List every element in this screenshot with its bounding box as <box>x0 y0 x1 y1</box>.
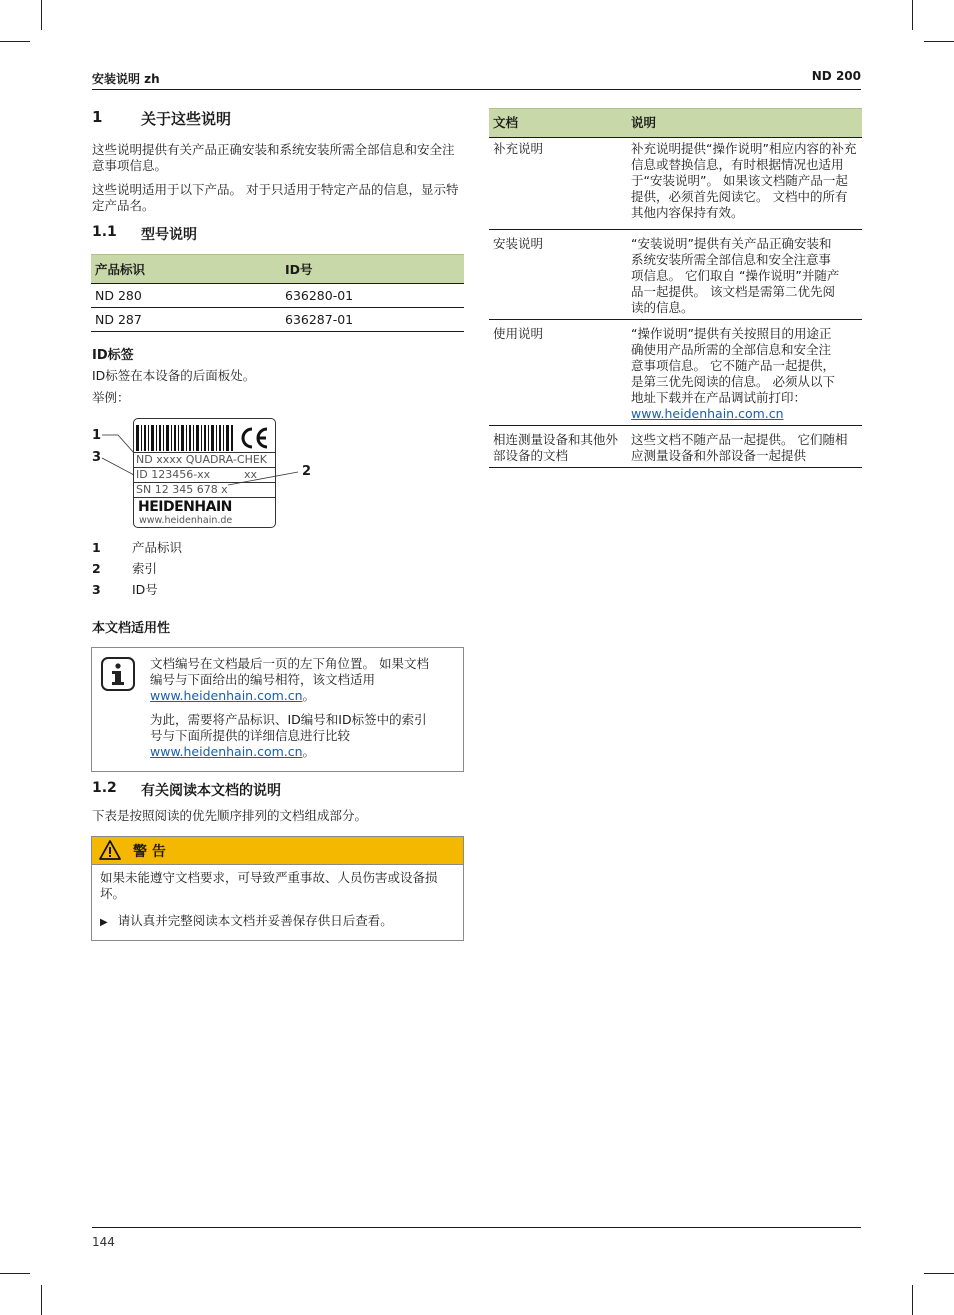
paragraph: 这些说明适用于以下产品。 对于只适用于特定产品的信息，显示特定产品名。 <box>92 182 459 213</box>
table-cell: 补充说明 <box>489 138 627 230</box>
heidenhain-link[interactable]: www.heidenhain.com.cn <box>150 744 303 759</box>
legend-text: 索引 <box>132 561 158 576</box>
table-cell: 相连测量设备和其他外部设备的文档 <box>489 426 627 468</box>
validity-title: 本文档适用性 <box>92 621 171 636</box>
section-number: 1 <box>92 108 103 126</box>
header-rule <box>92 89 861 90</box>
legend-number: 3 <box>92 582 101 597</box>
label-divider <box>134 497 275 498</box>
table-cell: 这些文档不随产品一起提供。 它们随相应测量设备和外部设备一起提供 <box>627 426 862 468</box>
table-header: ID号 <box>281 255 464 284</box>
table-header: 说明 <box>627 109 862 138</box>
subsection-number: 1.2 <box>92 780 117 796</box>
crop-mark <box>924 1273 954 1274</box>
legend-text: ID号 <box>132 582 158 597</box>
table-cell: ND 287 <box>91 308 281 332</box>
table-cell: 636287-01 <box>281 308 464 332</box>
crop-mark <box>0 1273 30 1274</box>
label-product-line: ND xxxx QUADRA-CHEK <box>136 453 268 466</box>
table-row <box>489 320 862 426</box>
crop-mark <box>0 41 30 42</box>
model-table <box>91 254 464 332</box>
callout-number: 2 <box>302 464 312 479</box>
crop-mark <box>41 0 42 30</box>
cell-text: “操作说明”提供有关按照目的用途正确使用产品所需的全部信息和安全注意事项信息。 它不随产品一起提供，是第三优先阅读的信息。 必须从以下地址下载并在产品调试前打印： <box>631 326 835 405</box>
document-table <box>489 108 862 468</box>
page-number: 144 <box>92 1235 115 1249</box>
crop-mark <box>912 0 913 30</box>
crop-mark <box>924 41 954 42</box>
legend-item <box>92 540 183 556</box>
table-cell: 使用说明 <box>489 320 627 426</box>
header-left: 安装说明 zh <box>92 72 160 86</box>
table-cell: 补充说明提供“操作说明”相应内容的补充信息或替换信息，有时根据情况也适用于“安装说明”。 如果该文档随产品一起提供，必须首先阅读它。 文档中的所有其他内容保持有效。 <box>627 138 862 230</box>
info-text: 文档编号在文档最后一页的左下角位置。 如果文档编号与下面给出的编号相符，该文档适用 <box>150 656 429 687</box>
table-cell: ND 280 <box>91 284 281 308</box>
callout-number: 1 <box>92 428 102 443</box>
table-row <box>489 138 862 230</box>
period: 。 <box>302 744 316 759</box>
id-label-illustration <box>90 415 320 530</box>
barcode-icon <box>136 425 234 451</box>
label-url: www.heidenhain.de <box>139 515 233 526</box>
heidenhain-logo: HEIDENHAIN <box>138 499 232 515</box>
table-cell: “安装说明”提供有关产品正确安装和系统安装所需全部信息和安全注意事项信息。 它们取自 “操作说明”并随产品一起提供。 该文档是需第二优先阅读的信息。 <box>627 230 862 320</box>
period: 。 <box>302 688 316 703</box>
label-sn-line: SN 12 345 678 x <box>136 483 228 496</box>
table-row <box>489 426 862 468</box>
warning-box <box>91 836 464 941</box>
paragraph: 这些说明提供有关产品正确安装和系统安装所需全部信息和安全注意事项信息。 <box>92 142 455 173</box>
table-cell: 636280-01 <box>281 284 464 308</box>
table-header: 产品标识 <box>91 255 281 284</box>
legend-text: 产品标识 <box>132 540 183 555</box>
subsection-number: 1.1 <box>92 224 117 240</box>
heidenhain-link[interactable]: www.heidenhain.com.cn <box>150 688 303 703</box>
legend-number: 2 <box>92 561 101 576</box>
info-paragraph <box>150 656 440 704</box>
section-title: 关于这些说明 <box>141 110 232 128</box>
legend-number: 1 <box>92 540 101 555</box>
warning-text: 如果未能遵守文档要求，可导致严重事故、人员伤害或设备损坏。 <box>100 870 438 901</box>
footer-rule <box>92 1227 861 1228</box>
table-header: 文档 <box>489 109 627 138</box>
info-icon <box>101 657 135 691</box>
warning-action <box>100 913 455 931</box>
warning-action-text: 请认真并完整阅读本文档并妥善保存供日后查看。 <box>117 913 393 928</box>
legend-item <box>92 561 158 577</box>
info-text: 为此，需要将产品标识、ID编号和ID标签中的索引号与下面所提供的详细信息进行比较 <box>150 712 427 743</box>
label-index: xx <box>244 468 258 481</box>
warning-title: 警 告 <box>133 844 166 860</box>
play-bullet-icon: ▶ <box>100 917 108 928</box>
warning-icon <box>99 840 121 860</box>
table-row <box>489 230 862 320</box>
info-box <box>91 647 464 772</box>
paragraph: ID标签在本设备的后面板处。 <box>92 368 256 383</box>
subsection-title: 有关阅读本文档的说明 <box>141 783 281 799</box>
id-label <box>133 418 276 528</box>
header-right: ND 200 <box>811 69 861 83</box>
callout-number: 3 <box>92 450 102 465</box>
heidenhain-link[interactable]: www.heidenhain.com.cn <box>631 406 784 421</box>
paragraph: 举例： <box>92 390 130 405</box>
label-id-line: ID 123456-xx <box>136 468 211 481</box>
warning-header <box>92 837 463 865</box>
crop-mark <box>912 1285 913 1315</box>
id-label-title: ID标签 <box>92 348 134 363</box>
paragraph: 下表是按照阅读的优先顺序排列的文档组成部分。 <box>92 808 368 823</box>
info-paragraph <box>150 712 430 760</box>
legend-item <box>92 582 158 598</box>
table-cell: 安装说明 <box>489 230 627 320</box>
crop-mark <box>41 1285 42 1315</box>
subsection-title: 型号说明 <box>141 227 197 243</box>
table-cell <box>627 320 862 426</box>
ce-mark-icon <box>238 425 270 451</box>
